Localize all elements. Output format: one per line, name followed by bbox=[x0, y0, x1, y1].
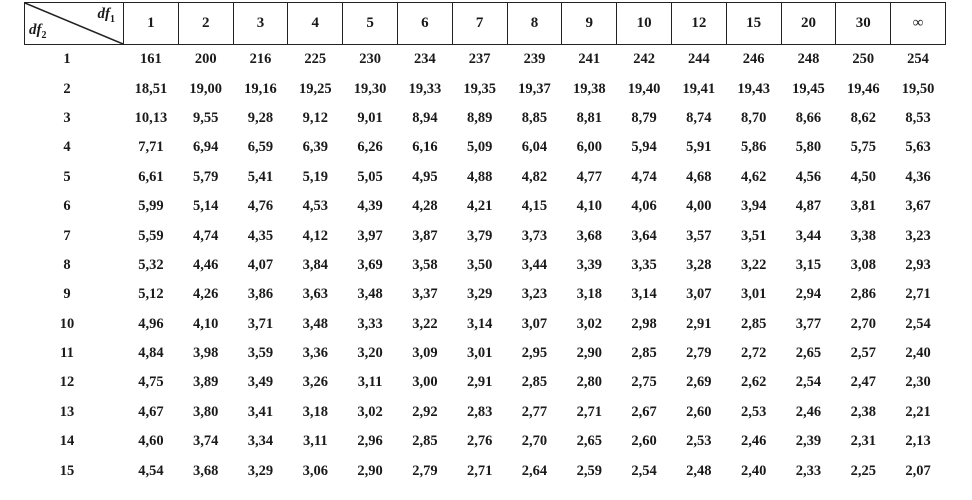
table-cell: 19,41 bbox=[682, 80, 716, 97]
table-cell: 2,72 bbox=[740, 345, 767, 362]
table-cell: 2,25 bbox=[850, 462, 876, 479]
table-cell: 19,30 bbox=[353, 80, 387, 97]
table-cell: 2,67 bbox=[631, 403, 657, 420]
table-cell: 3,63 bbox=[302, 286, 328, 303]
table-cell: 18,51 bbox=[134, 80, 168, 97]
table-cell: 4,35 bbox=[247, 227, 274, 244]
table-cell: 4,46 bbox=[193, 256, 219, 273]
table-cell: 2,83 bbox=[466, 403, 493, 420]
table-cell: 3,44 bbox=[795, 227, 822, 244]
table-cell: 2,86 bbox=[850, 286, 876, 303]
table-cell: 19,25 bbox=[298, 80, 332, 97]
table-cell: 3,94 bbox=[740, 198, 767, 215]
table-row bbox=[25, 163, 946, 192]
table-cell: 9,55 bbox=[193, 109, 219, 126]
table-cell: 8,85 bbox=[521, 109, 548, 126]
table-cell: 237 bbox=[468, 51, 491, 68]
column-header-df1: 10 bbox=[617, 3, 672, 45]
table-cell: 4,62 bbox=[740, 168, 767, 185]
row-header-df2: 9 bbox=[63, 286, 71, 303]
table-row bbox=[25, 74, 946, 103]
table-cell: 4,82 bbox=[521, 168, 548, 185]
table-cell: 3,14 bbox=[631, 286, 657, 303]
table-cell: 5,41 bbox=[247, 168, 274, 185]
table-cell: 8,74 bbox=[686, 109, 712, 126]
table-cell: 2,64 bbox=[521, 462, 548, 479]
table-cell: 5,12 bbox=[138, 286, 164, 303]
table-cell: 19,16 bbox=[244, 80, 277, 97]
table-cell: 2,59 bbox=[576, 462, 602, 479]
table-cell: 5,79 bbox=[193, 168, 219, 185]
table-cell: 9,01 bbox=[357, 109, 383, 126]
table-cell: 2,71 bbox=[576, 403, 602, 420]
table-cell: 2,91 bbox=[686, 315, 712, 332]
row-header-df2: 6 bbox=[63, 198, 71, 215]
row-header-df2: 2 bbox=[63, 80, 71, 97]
table-cell: 8,81 bbox=[576, 109, 602, 126]
table-body bbox=[25, 45, 946, 486]
table-cell: 3,58 bbox=[412, 256, 438, 273]
row-header-df2: 11 bbox=[60, 345, 74, 362]
table-cell: 3,98 bbox=[193, 345, 219, 362]
table-cell: 6,00 bbox=[576, 139, 602, 156]
table-cell: 5,99 bbox=[138, 198, 164, 215]
table-cell: 2,60 bbox=[631, 433, 657, 450]
column-header-df1: 30 bbox=[836, 3, 891, 45]
table-cell: 5,05 bbox=[357, 168, 383, 185]
table-row bbox=[25, 104, 946, 133]
table-cell: 4,77 bbox=[576, 168, 602, 185]
table-cell: 4,84 bbox=[138, 345, 164, 362]
table-cell: 3,35 bbox=[631, 256, 657, 273]
table-cell: 4,95 bbox=[412, 168, 438, 185]
table-cell: 239 bbox=[523, 51, 546, 68]
table-cell: 3,49 bbox=[247, 374, 274, 391]
table-cell: 8,70 bbox=[740, 109, 767, 126]
table-cell: 4,36 bbox=[905, 168, 931, 185]
table-cell: 2,80 bbox=[576, 374, 602, 391]
table-cell: 19,35 bbox=[463, 80, 496, 97]
column-header-df1: 2 bbox=[178, 3, 233, 45]
table-cell: 2,53 bbox=[740, 403, 767, 420]
table-cell: 2,65 bbox=[576, 433, 602, 450]
table-cell: 2,98 bbox=[631, 315, 657, 332]
table-cell: 3,69 bbox=[357, 256, 383, 273]
table-cell: 4,26 bbox=[193, 286, 219, 303]
table-cell: 3,74 bbox=[193, 433, 219, 450]
column-header-df1: 3 bbox=[233, 3, 288, 45]
row-header-df2: 12 bbox=[59, 374, 75, 391]
table-cell: 19,46 bbox=[846, 80, 880, 97]
table-cell: 2,13 bbox=[905, 433, 931, 450]
table-cell: 5,32 bbox=[138, 256, 164, 273]
table-cell: 3,22 bbox=[412, 315, 438, 332]
table-cell: 200 bbox=[194, 51, 217, 68]
table-cell: 2,21 bbox=[905, 403, 931, 420]
table-cell: 2,90 bbox=[357, 462, 383, 479]
table-cell: 2,53 bbox=[686, 433, 712, 450]
table-cell: 3,18 bbox=[576, 286, 602, 303]
df1-label: $df_1$ bbox=[97, 6, 115, 25]
table-cell: 3,71 bbox=[247, 315, 274, 332]
table-cell: 5,75 bbox=[850, 139, 876, 156]
table-cell: 6,16 bbox=[412, 139, 438, 156]
table-cell: 3,79 bbox=[466, 227, 493, 244]
table-cell: 8,94 bbox=[412, 109, 438, 126]
table-row bbox=[25, 45, 946, 75]
column-header-df1: 4 bbox=[288, 3, 343, 45]
table-cell: 3,37 bbox=[412, 286, 438, 303]
table-row bbox=[25, 192, 946, 221]
table-cell: 225 bbox=[304, 51, 327, 68]
table-cell: 6,59 bbox=[247, 139, 274, 156]
table-cell: 3,64 bbox=[631, 227, 657, 244]
table-cell: 4,74 bbox=[193, 227, 219, 244]
table-cell: 8,79 bbox=[631, 109, 657, 126]
column-header-df1: 1 bbox=[124, 3, 179, 45]
table-cell: 2,48 bbox=[686, 462, 712, 479]
table-cell: 2,85 bbox=[740, 315, 767, 332]
table-cell: 19,45 bbox=[792, 80, 825, 97]
table-cell: 19,43 bbox=[737, 80, 770, 97]
table-cell: 2,93 bbox=[905, 256, 931, 273]
table-cell: 2,33 bbox=[795, 462, 822, 479]
table-cell: 9,28 bbox=[247, 109, 274, 126]
table-cell: 3,73 bbox=[521, 227, 548, 244]
f-distribution-table-container bbox=[24, 2, 944, 486]
table-cell: 2,91 bbox=[466, 374, 493, 391]
table-cell: 4,68 bbox=[686, 168, 712, 185]
table-cell: 4,88 bbox=[466, 168, 493, 185]
table-cell: 10,13 bbox=[134, 109, 168, 126]
table-cell: 2,07 bbox=[905, 462, 931, 479]
table-cell: 5,19 bbox=[302, 168, 328, 185]
table-cell: 2,79 bbox=[412, 462, 438, 479]
table-cell: 4,15 bbox=[521, 198, 548, 215]
column-header-df1: 15 bbox=[726, 3, 781, 45]
table-cell: 3,11 bbox=[303, 433, 328, 450]
table-cell: 3,50 bbox=[466, 256, 493, 273]
table-cell: 3,00 bbox=[412, 374, 438, 391]
table-cell: 3,06 bbox=[302, 462, 328, 479]
table-cell: 5,59 bbox=[138, 227, 164, 244]
table-cell: 5,09 bbox=[466, 139, 493, 156]
table-cell: 3,07 bbox=[686, 286, 712, 303]
table-cell: 2,79 bbox=[686, 345, 712, 362]
row-header-df2: 15 bbox=[59, 462, 75, 479]
table-cell: 3,18 bbox=[302, 403, 328, 420]
table-cell: 8,53 bbox=[905, 109, 931, 126]
table-cell: 3,20 bbox=[357, 345, 383, 362]
table-cell: 2,62 bbox=[740, 374, 767, 391]
row-header-df2: 13 bbox=[59, 403, 75, 420]
table-cell: 4,76 bbox=[247, 198, 274, 215]
table-cell: 2,47 bbox=[850, 374, 876, 391]
table-cell: 3,68 bbox=[576, 227, 602, 244]
table-cell: 3,41 bbox=[247, 403, 274, 420]
table-cell: 4,10 bbox=[193, 315, 219, 332]
table-cell: 244 bbox=[687, 51, 710, 68]
table-cell: 2,46 bbox=[795, 403, 822, 420]
table-row bbox=[25, 368, 946, 397]
table-cell: 3,84 bbox=[302, 256, 328, 273]
column-header-df1: 6 bbox=[397, 3, 452, 45]
table-cell: 2,30 bbox=[905, 374, 931, 391]
table-cell: 4,39 bbox=[357, 198, 383, 215]
table-cell: 4,87 bbox=[795, 198, 822, 215]
table-cell: 3,29 bbox=[466, 286, 493, 303]
table-cell: 250 bbox=[852, 51, 875, 68]
column-header-df1: 8 bbox=[507, 3, 562, 45]
table-cell: 9,12 bbox=[302, 109, 328, 126]
table-cell: 2,69 bbox=[686, 374, 712, 391]
table-cell: 3,87 bbox=[412, 227, 438, 244]
table-cell: 2,39 bbox=[795, 433, 822, 450]
table-cell: 3,07 bbox=[521, 315, 548, 332]
table-cell: 3,89 bbox=[193, 374, 219, 391]
table-cell: 4,75 bbox=[138, 374, 164, 391]
header-row bbox=[25, 3, 946, 45]
table-cell: 2,54 bbox=[631, 462, 657, 479]
table-cell: 2,57 bbox=[850, 345, 876, 362]
table-cell: 4,06 bbox=[631, 198, 657, 215]
table-row bbox=[25, 398, 946, 427]
table-cell: 254 bbox=[907, 51, 929, 68]
table-cell: 4,28 bbox=[412, 198, 438, 215]
table-cell: 3,51 bbox=[740, 227, 767, 244]
table-row bbox=[25, 310, 946, 339]
column-header-df1: 20 bbox=[781, 3, 836, 45]
row-header-df2: 8 bbox=[63, 256, 71, 273]
row-header-df2: 14 bbox=[59, 433, 75, 450]
row-header-df2: 4 bbox=[63, 139, 71, 156]
table-cell: 5,86 bbox=[740, 139, 767, 156]
table-cell: 3,22 bbox=[740, 256, 767, 273]
table-cell: 5,94 bbox=[631, 139, 657, 156]
table-cell: 4,96 bbox=[138, 315, 164, 332]
table-cell: 5,14 bbox=[193, 198, 219, 215]
table-cell: 4,12 bbox=[302, 227, 328, 244]
table-cell: 3,15 bbox=[795, 256, 822, 273]
table-row bbox=[25, 339, 946, 368]
table-cell: 2,77 bbox=[521, 403, 548, 420]
table-cell: 2,90 bbox=[576, 345, 602, 362]
table-cell: 19,00 bbox=[189, 80, 222, 97]
table-cell: 3,01 bbox=[740, 286, 767, 303]
table-cell: 3,34 bbox=[247, 433, 274, 450]
row-header-df2: 7 bbox=[63, 227, 71, 244]
table-cell: 2,60 bbox=[686, 403, 712, 420]
table-cell: 2,70 bbox=[850, 315, 876, 332]
table-cell: 8,66 bbox=[795, 109, 822, 126]
table-cell: 3,80 bbox=[193, 403, 219, 420]
table-cell: 2,71 bbox=[466, 462, 493, 479]
table-cell: 6,94 bbox=[193, 139, 219, 156]
table-cell: 3,33 bbox=[357, 315, 383, 332]
table-cell: 3,11 bbox=[357, 374, 383, 391]
table-cell: 2,40 bbox=[905, 345, 931, 362]
table-cell: 19,37 bbox=[518, 80, 551, 97]
table-cell: 2,70 bbox=[521, 433, 548, 450]
table-cell: 3,67 bbox=[905, 198, 931, 215]
table-cell: 8,89 bbox=[466, 109, 493, 126]
table-cell: 3,01 bbox=[466, 345, 493, 362]
table-cell: 3,68 bbox=[193, 462, 219, 479]
table-cell: 3,14 bbox=[466, 315, 493, 332]
table-row bbox=[25, 133, 946, 162]
table-cell: 230 bbox=[359, 51, 381, 68]
table-cell: 4,10 bbox=[576, 198, 602, 215]
table-cell: 3,48 bbox=[302, 315, 328, 332]
table-cell: 3,81 bbox=[850, 198, 876, 215]
table-cell: 4,07 bbox=[247, 256, 274, 273]
table-cell: 5,91 bbox=[686, 139, 712, 156]
table-cell: 2,85 bbox=[631, 345, 657, 362]
table-cell: 2,40 bbox=[740, 462, 767, 479]
table-cell: 19,38 bbox=[572, 80, 606, 97]
table-cell: 6,39 bbox=[302, 139, 328, 156]
table-cell: 3,39 bbox=[576, 256, 602, 273]
table-cell: 216 bbox=[249, 51, 272, 68]
table-cell: 4,54 bbox=[138, 462, 164, 479]
table-cell: 241 bbox=[578, 51, 601, 68]
table-cell: 4,50 bbox=[850, 168, 876, 185]
table-cell: 2,96 bbox=[357, 433, 383, 450]
table-cell: 2,94 bbox=[795, 286, 822, 303]
table-cell: 3,26 bbox=[302, 374, 328, 391]
table-cell: 246 bbox=[742, 51, 765, 68]
table-cell: 3,59 bbox=[247, 345, 274, 362]
table-cell: 161 bbox=[140, 51, 162, 68]
row-header-df2: 3 bbox=[63, 109, 71, 126]
table-cell: 234 bbox=[414, 51, 436, 68]
table-row bbox=[25, 221, 946, 250]
row-header-df2: 10 bbox=[59, 315, 75, 332]
table-cell: 3,97 bbox=[357, 227, 383, 244]
table-cell: 2,76 bbox=[466, 433, 493, 450]
table-cell: 3,29 bbox=[247, 462, 274, 479]
table-cell: 242 bbox=[633, 51, 655, 68]
table-cell: 3,28 bbox=[686, 256, 712, 273]
table-cell: 2,65 bbox=[795, 345, 822, 362]
corner-header-cell bbox=[25, 3, 124, 45]
f-distribution-table bbox=[24, 2, 946, 486]
table-cell: 2,31 bbox=[850, 433, 876, 450]
table-cell: 3,86 bbox=[247, 286, 274, 303]
table-cell: 3,36 bbox=[302, 345, 328, 362]
table-cell: 19,40 bbox=[627, 80, 661, 97]
table-cell: 3,09 bbox=[412, 345, 438, 362]
table-cell: 4,56 bbox=[795, 168, 822, 185]
table-row bbox=[25, 427, 946, 456]
column-header-df1: 9 bbox=[562, 3, 617, 45]
table-cell: 3,77 bbox=[795, 315, 822, 332]
table-row bbox=[25, 280, 946, 309]
column-header-df1: ∞ bbox=[891, 3, 946, 45]
table-cell: 248 bbox=[797, 51, 820, 68]
table-cell: 3,23 bbox=[905, 227, 931, 244]
table-cell: 19,33 bbox=[408, 80, 442, 97]
table-cell: 2,85 bbox=[521, 374, 548, 391]
table-row bbox=[25, 456, 946, 485]
table-cell: 4,53 bbox=[302, 198, 328, 215]
table-cell: 3,02 bbox=[357, 403, 383, 420]
table-cell: 3,08 bbox=[850, 256, 876, 273]
column-header-df1: 7 bbox=[452, 3, 507, 45]
column-header-df1: 5 bbox=[343, 3, 398, 45]
table-cell: 19,50 bbox=[901, 80, 935, 97]
table-cell: 4,60 bbox=[138, 433, 164, 450]
table-cell: 2,46 bbox=[740, 433, 767, 450]
table-cell: 3,38 bbox=[850, 227, 876, 244]
df2-label: $df_2$ bbox=[29, 22, 47, 41]
table-row bbox=[25, 251, 946, 280]
table-cell: 8,62 bbox=[850, 109, 876, 126]
table-cell: 3,44 bbox=[521, 256, 548, 273]
table-cell: 2,92 bbox=[412, 403, 438, 420]
table-cell: 6,04 bbox=[521, 139, 548, 156]
table-cell: 5,63 bbox=[905, 139, 931, 156]
table-cell: 6,26 bbox=[357, 139, 383, 156]
table-cell: 3,02 bbox=[576, 315, 602, 332]
table-cell: 4,67 bbox=[138, 403, 164, 420]
table-cell: 4,00 bbox=[686, 198, 712, 215]
table-cell: 7,71 bbox=[138, 139, 164, 156]
table-cell: 4,21 bbox=[466, 198, 493, 215]
table-cell: 4,74 bbox=[631, 168, 657, 185]
column-header-df1: 12 bbox=[671, 3, 726, 45]
table-cell: 2,54 bbox=[905, 315, 931, 332]
table-cell: 3,57 bbox=[686, 227, 712, 244]
table-cell: 3,48 bbox=[357, 286, 383, 303]
table-cell: 6,61 bbox=[138, 168, 164, 185]
table-cell: 2,38 bbox=[850, 403, 876, 420]
row-header-df2: 1 bbox=[63, 51, 71, 68]
table-cell: 2,75 bbox=[631, 374, 657, 391]
table-cell: 2,71 bbox=[905, 286, 931, 303]
table-cell: 2,95 bbox=[521, 345, 548, 362]
table-cell: 2,54 bbox=[795, 374, 822, 391]
table-cell: 5,80 bbox=[795, 139, 822, 156]
row-header-df2: 5 bbox=[63, 168, 71, 185]
table-cell: 2,85 bbox=[412, 433, 438, 450]
table-cell: 3,23 bbox=[521, 286, 548, 303]
